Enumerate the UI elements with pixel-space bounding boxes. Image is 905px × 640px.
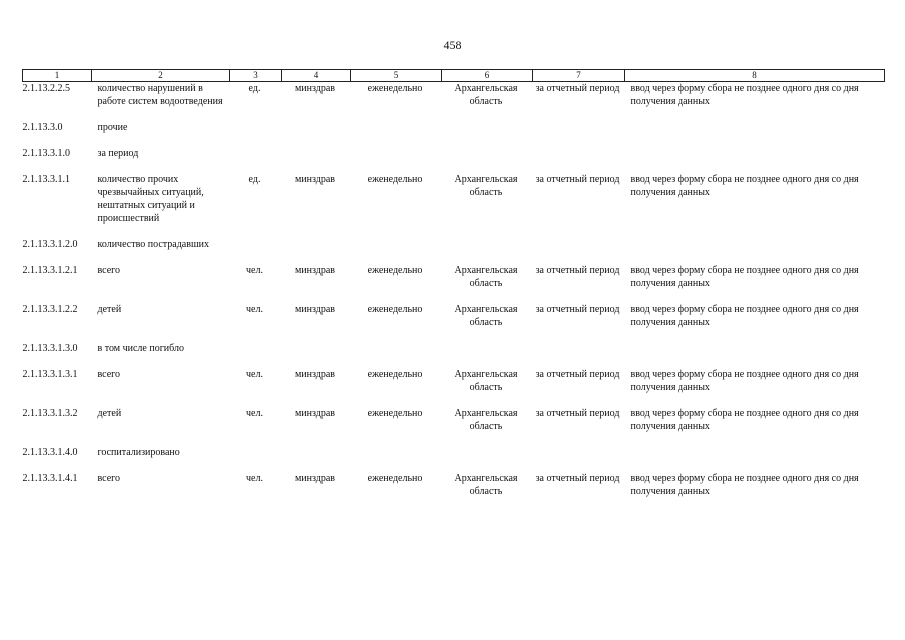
row-frequency: еженедельно — [367, 83, 423, 94]
table-row — [23, 303, 885, 342]
row-unit: ед. — [248, 83, 261, 94]
row-code: 2.1.13.2.2.5 — [22, 83, 70, 94]
row-name: количество нарушений в работе систем водоотведения — [97, 83, 223, 107]
row-source: минздрав — [294, 174, 336, 185]
column-number: 5 — [351, 70, 442, 82]
row-frequency: еженедельно — [367, 304, 423, 315]
row-unit: чел. — [246, 369, 263, 380]
column-number: 8 — [625, 70, 885, 82]
row-unit — [230, 147, 282, 173]
row-name: всего — [97, 369, 121, 380]
table-row — [23, 121, 885, 147]
row-code: 2.1.13.3.1.4.1 — [22, 473, 78, 484]
row-region: Архангельская область — [454, 473, 518, 497]
column-number: 7 — [533, 70, 625, 82]
row-period: за отчетный период — [535, 83, 620, 94]
row-unit — [230, 238, 282, 264]
row-frequency: еженедельно — [367, 369, 423, 380]
row-period — [533, 342, 625, 368]
row-source — [282, 147, 351, 173]
row-note: ввод через форму сбора не позднее одного дня со дня получения данных — [630, 408, 859, 432]
row-name: количество пострадавших — [97, 239, 210, 250]
row-region: Архангельская область — [454, 174, 518, 198]
row-unit — [230, 446, 282, 472]
row-region: Архангельская область — [454, 265, 518, 289]
row-note: ввод через форму сбора не позднее одного дня со дня получения данных — [630, 174, 859, 198]
row-region — [442, 121, 533, 147]
row-code: 2.1.13.3.1.0 — [22, 148, 70, 159]
table-row — [23, 82, 885, 122]
row-source — [282, 446, 351, 472]
column-number: 2 — [92, 70, 230, 82]
row-source: минздрав — [294, 408, 336, 419]
table-row — [23, 368, 885, 407]
row-code: 2.1.13.3.1.1 — [22, 174, 70, 185]
row-frequency: еженедельно — [367, 265, 423, 276]
row-note — [625, 342, 885, 368]
row-source — [282, 342, 351, 368]
row-frequency — [351, 446, 442, 472]
row-source: минздрав — [294, 265, 336, 276]
table-row — [23, 264, 885, 303]
row-name: госпитализировано — [97, 447, 180, 458]
row-frequency — [351, 238, 442, 264]
row-note — [625, 446, 885, 472]
row-name: в том числе погибло — [97, 343, 184, 354]
row-region — [442, 446, 533, 472]
row-frequency — [351, 147, 442, 173]
row-region — [442, 147, 533, 173]
row-period — [533, 121, 625, 147]
row-unit — [230, 121, 282, 147]
row-unit: чел. — [246, 304, 263, 315]
row-code: 2.1.13.3.1.3.1 — [22, 369, 78, 380]
row-name: прочие — [97, 122, 128, 133]
row-region: Архангельская область — [454, 408, 518, 432]
row-note: ввод через форму сбора не позднее одного дня со дня получения данных — [630, 83, 859, 107]
table-row — [23, 472, 885, 511]
row-unit: ед. — [248, 174, 261, 185]
row-name: всего — [97, 265, 121, 276]
row-unit: чел. — [246, 408, 263, 419]
row-region — [442, 342, 533, 368]
row-region: Архангельская область — [454, 83, 518, 107]
row-note — [625, 147, 885, 173]
row-note — [625, 121, 885, 147]
row-code: 2.1.13.3.1.2.0 — [22, 239, 78, 250]
table-row — [23, 446, 885, 472]
row-region: Архангельская область — [454, 369, 518, 393]
row-period: за отчетный период — [535, 174, 620, 185]
row-note: ввод через форму сбора не позднее одного дня со дня получения данных — [630, 304, 859, 328]
row-period: за отчетный период — [535, 473, 620, 484]
row-region — [442, 238, 533, 264]
row-name: количество прочих чрезвычайных ситуаций, нештатных ситуаций и происшествий — [97, 174, 204, 224]
row-note: ввод через форму сбора не позднее одного дня со дня получения данных — [630, 265, 859, 289]
row-period — [533, 238, 625, 264]
row-source: минздрав — [294, 304, 336, 315]
row-unit: чел. — [246, 265, 263, 276]
data-table — [22, 69, 885, 511]
row-name: всего — [97, 473, 121, 484]
row-code: 2.1.13.3.1.4.0 — [22, 447, 78, 458]
row-code: 2.1.13.3.1.3.2 — [22, 408, 78, 419]
row-frequency — [351, 121, 442, 147]
row-note: ввод через форму сбора не позднее одного дня со дня получения данных — [630, 473, 859, 497]
table-row — [23, 342, 885, 368]
row-region: Архангельская область — [454, 304, 518, 328]
row-frequency: еженедельно — [367, 408, 423, 419]
column-number: 4 — [282, 70, 351, 82]
row-frequency: еженедельно — [367, 473, 423, 484]
page-number: 458 — [443, 38, 462, 52]
row-note — [625, 238, 885, 264]
row-period: за отчетный период — [535, 265, 620, 276]
row-name: за период — [97, 148, 139, 159]
row-code: 2.1.13.3.0 — [22, 122, 63, 133]
column-number: 6 — [442, 70, 533, 82]
row-period: за отчетный период — [535, 369, 620, 380]
row-code: 2.1.13.3.1.3.0 — [22, 343, 78, 354]
table-row — [23, 147, 885, 173]
row-period — [533, 446, 625, 472]
row-period — [533, 147, 625, 173]
table-row — [23, 173, 885, 238]
column-number: 1 — [23, 70, 92, 82]
row-source: минздрав — [294, 369, 336, 380]
row-code: 2.1.13.3.1.2.1 — [22, 265, 78, 276]
row-source — [282, 238, 351, 264]
row-unit: чел. — [246, 473, 263, 484]
row-name: детей — [97, 408, 122, 419]
column-number-row — [23, 70, 885, 82]
table-row — [23, 238, 885, 264]
row-name: детей — [97, 304, 122, 315]
column-number: 3 — [230, 70, 282, 82]
row-source: минздрав — [294, 83, 336, 94]
row-frequency: еженедельно — [367, 174, 423, 185]
row-unit — [230, 342, 282, 368]
row-period: за отчетный период — [535, 408, 620, 419]
table-row — [23, 407, 885, 446]
row-code: 2.1.13.3.1.2.2 — [22, 304, 78, 315]
row-source — [282, 121, 351, 147]
row-period: за отчетный период — [535, 304, 620, 315]
row-source: минздрав — [294, 473, 336, 484]
row-frequency — [351, 342, 442, 368]
row-note: ввод через форму сбора не позднее одного дня со дня получения данных — [630, 369, 859, 393]
